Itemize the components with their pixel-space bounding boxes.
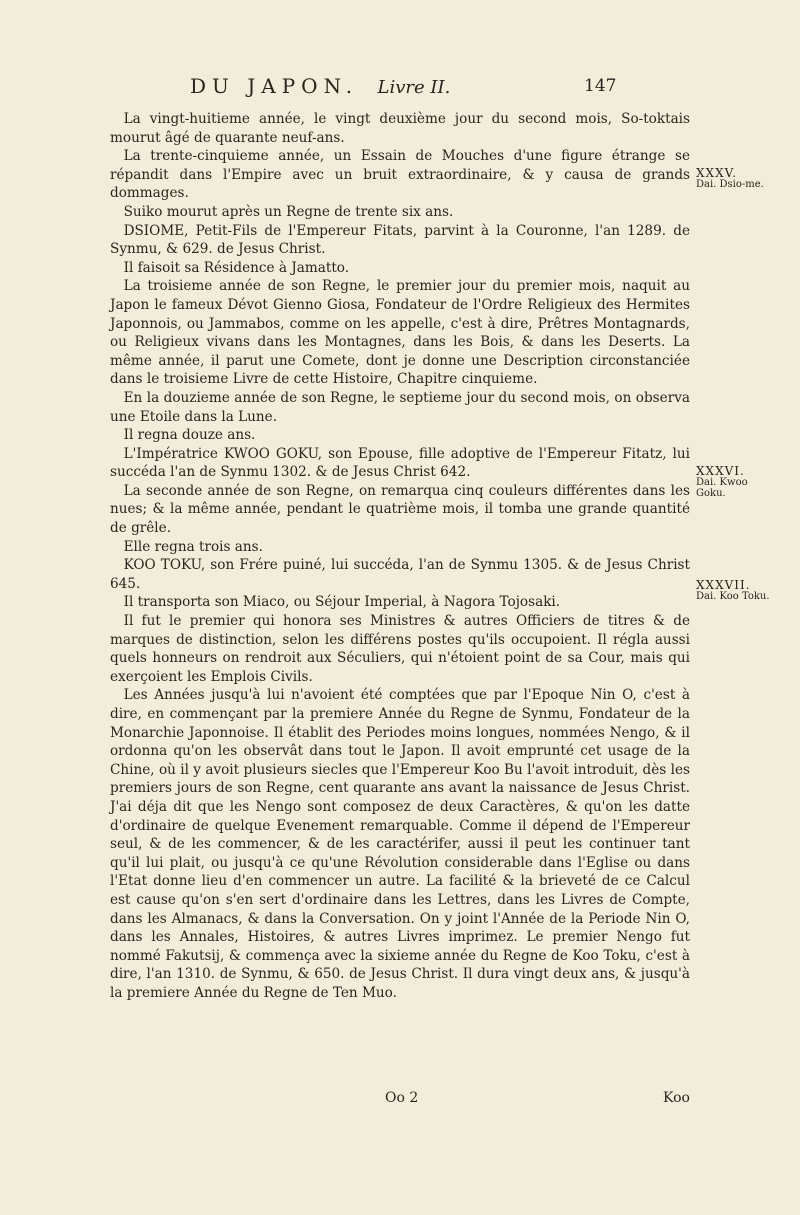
margin-note-number: XXXVII. xyxy=(696,578,751,592)
margin-note-text: Dai. Dsio-me. xyxy=(696,179,764,190)
paragraph: Il fut le premier qui honora ses Ministres & autres Officiers de titres & de marques de distinction, selon les différens postes qu'ils occupoient. Il régla aussi quels honneurs on rendroit aux Séculiers, qui n'étoient point de sa Cour, mais qui exerçoient les Emplois Civils. xyxy=(110,613,690,685)
margin-note xyxy=(696,580,776,602)
signature-mark: Oo 2 xyxy=(385,1090,419,1106)
header-title: DU JAPON. xyxy=(190,74,359,98)
page-number: 147 xyxy=(584,76,617,96)
paragraph: Il transporta son Miaco, ou Séjour Imperial, à Nagora Tojosaki. xyxy=(123,594,561,611)
paragraph: Elle regna trois ans. xyxy=(123,538,263,555)
paragraph: Il faisoit sa Résidence à Jamatto. xyxy=(123,259,350,276)
paragraph: DSIOME, Petit-Fils de l'Empereur Fitats, parvint à la Couronne, l'an 1289. de Synmu, & 629. de Jesus Christ. xyxy=(110,222,690,258)
margin-note-text: Dai. Kwoo Goku. xyxy=(696,477,748,499)
paragraph: L'Impératrice KWOO GOKU, son Epouse, fille adoptive de l'Empereur Fitatz, lui succéda l'an de Synmu 1302. & de Jesus Christ 642. xyxy=(110,445,690,481)
paragraph: La vingt-huitieme année, le vingt deuxième jour du second mois, So-toktais mourut âgé de quarante neuf-ans. xyxy=(110,111,690,146)
paragraph: Suiko mourut après un Regne de trente six ans. xyxy=(123,203,454,220)
paragraph: La troisieme année de son Regne, le premier jour du premier mois, naquit au Japon le fameux Dévot Gienno Giosa, Fondateur de l'Ordre Religieux des Hermites Japonnois, ou Jammabos, comme on les appelle, c'est à dire, Prêtres Montagnards, ou Religieux vivans dans les Montagnes, dans les Bois, & dans les Deserts. La même année, il parut une Comete, dont je donne une Description circonstanciée dans le troisieme Livre de cette Histoire, Chapitre cinquieme. xyxy=(110,278,690,388)
margin-note xyxy=(696,168,776,190)
catchword: Koo xyxy=(663,1090,690,1106)
paragraph: Les Années jusqu'à lui n'avoient été comptées que par l'Epoque Nin O, c'est à dire, en commençant par la premiere Année du Regne de Synmu, Fondateur de la Monarchie Japonnoise. Il établit des Periodes moins longues, nommées Nengo, & il ordonna qu'on les observât dans tout le Japon. Il avoit emprunté cet usage de la Chine, où il y avoit plusieurs siecles que l'Empereur Koo Bu l'avoit introduit, dès les premiers jours de son Regne, cent quarante ans avant la naissance de Jesus Christ. J'ai déja dit que les Nengo sont composez de deux Caractères, & qu'on les datte d'ordinaire de quelque Evenement remarquable. Comme il dépend de l'Empereur seul, & de les commencer, & de les caractérifer, aussi il peut les continuer tant qu'il lui plait, ou jusqu'à ce qu'une Révolution considerable dans l'Eglise ou dans l'Etat donne lieu d'en commencer un autre. La facilité & la brieveté de ce Calcul est cause qu'on s'en sert d'ordinaire dans les Lettres, dans les Livres de Compte, dans les Almanacs, & dans la Conversation. On y joint l'Année de la Periode Nin O, dans les Annales, Histoires, & autres Livres imprimez. Le premier Nengo fut nommé Fakutsij, & commença avec la sixieme année du Regne de Koo Toku, c'est à dire, l'an 1310. de Synmu, & 650. de Jesus Christ. Il dura vingt deux ans, & jusqu'à la premiere Année du Regne de Ten Muo. xyxy=(110,687,690,1001)
margin-note xyxy=(696,466,776,499)
margin-note-number: XXXV. xyxy=(696,166,738,180)
paragraph: KOO TOKU, son Frére puiné, lui succéda, l'an de Synmu 1305. & de Jesus Christ 645. xyxy=(110,557,690,592)
body-text xyxy=(110,110,690,1003)
running-header xyxy=(190,74,617,104)
paragraph: En la douzieme année de son Regne, le septieme jour du second mois, on observa une Etoile dans la Lune. xyxy=(110,389,690,425)
paragraph: La seconde année de son Regne, on remarqua cinq couleurs différentes dans les nues; & la même année, pendant le quatrième mois, il tomba une grande quantité de grêle. xyxy=(110,482,690,537)
paragraph: Il regna douze ans. xyxy=(123,427,256,444)
paragraph: La trente-cinquieme année, un Essain de Mouches d'une figure étrange se répandit dans l'Empire avec un bruit extraordinaire, & y causa de grands dommages. xyxy=(110,148,690,202)
margin-note-number: XXXVI. xyxy=(696,464,745,478)
header-livre: Livre II. xyxy=(377,77,451,98)
margin-note-text: Dai. Koo Toku. xyxy=(696,591,770,602)
